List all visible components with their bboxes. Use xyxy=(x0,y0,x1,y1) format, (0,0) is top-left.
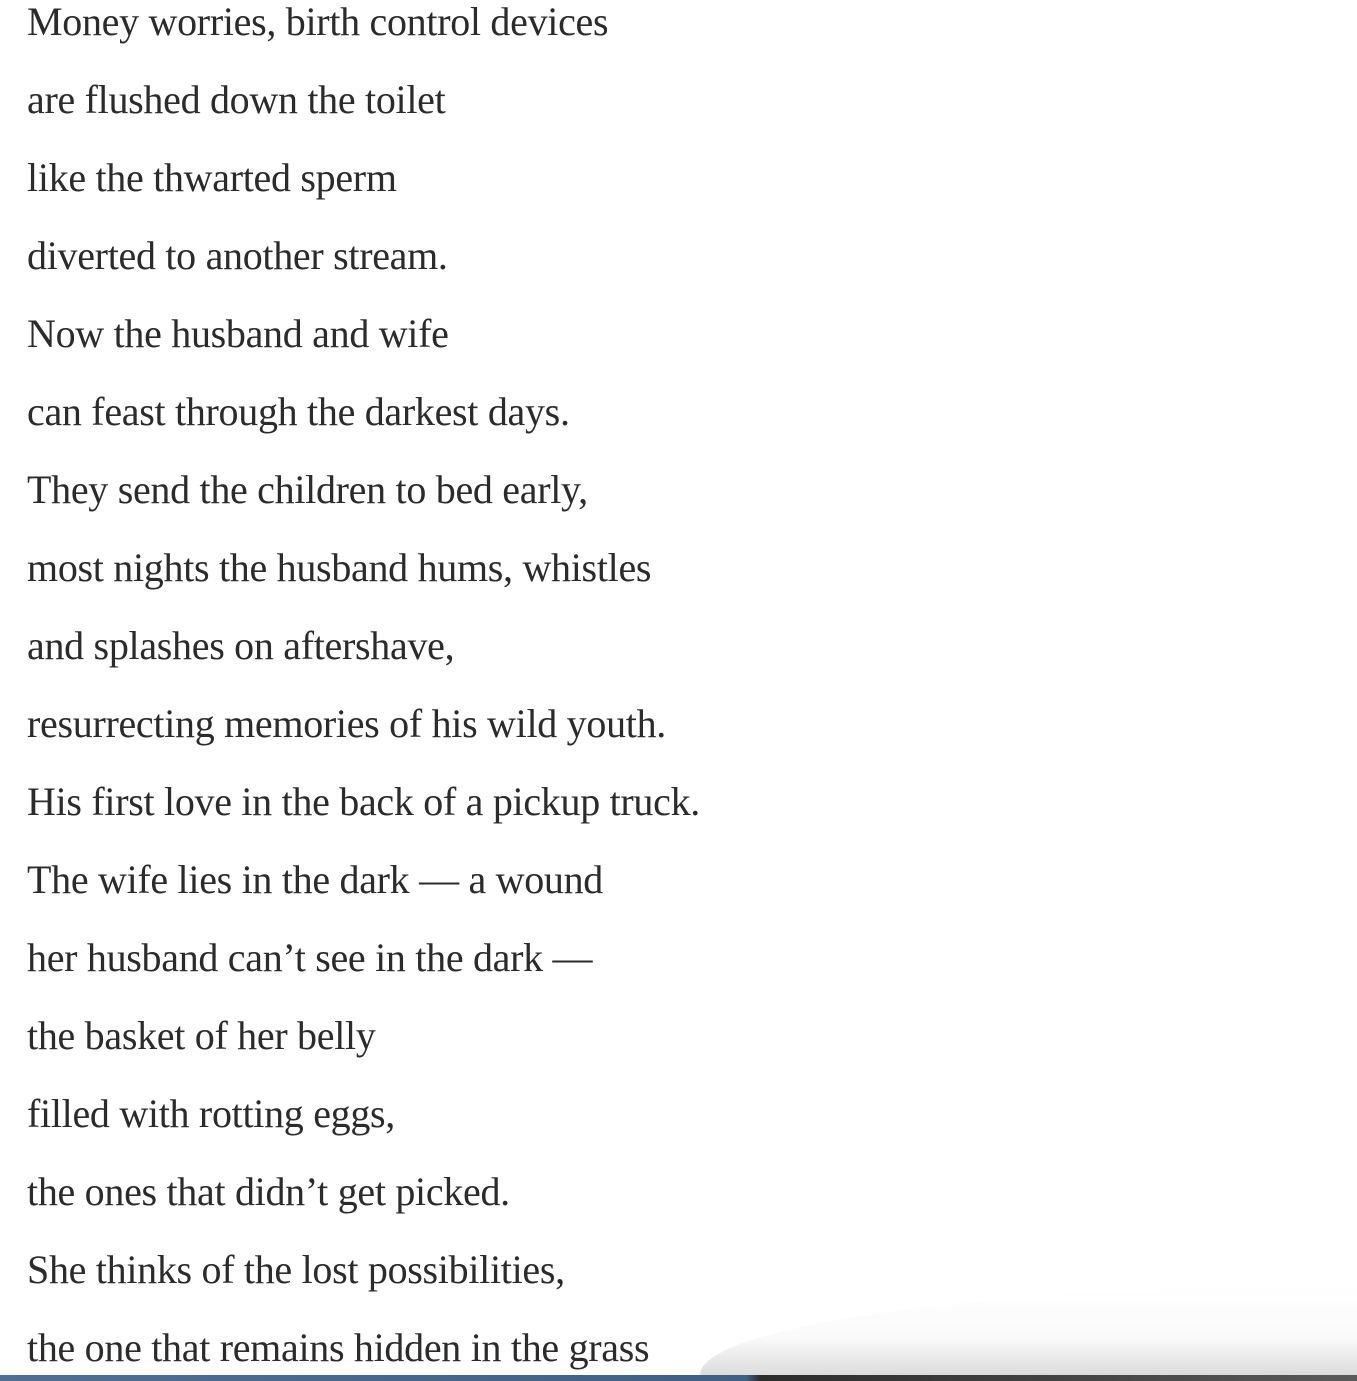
poem-line: can feast through the darkest days. xyxy=(27,389,570,434)
poem-line: They send the children to bed early, xyxy=(27,467,588,512)
poem-line: filled with rotting eggs, xyxy=(27,1091,396,1136)
poem-line: like the thwarted sperm xyxy=(27,155,397,200)
poem-line: Money worries, birth control devices xyxy=(27,0,609,44)
poem-line: diverted to another stream. xyxy=(27,233,448,278)
poem-line: and splashes on aftershave, xyxy=(27,623,455,668)
bottom-edge-bar xyxy=(0,1375,1357,1381)
poem-line: most nights the husband hums, whistles xyxy=(27,545,652,590)
poem-line: The wife lies in the dark — a wound xyxy=(27,857,604,902)
poem-line: Now the husband and wife xyxy=(27,311,449,356)
page-curl-shadow xyxy=(700,1285,1357,1375)
poem-line: His first love in the back of a pickup truck. xyxy=(27,779,700,824)
poem-line: her husband can’t see in the dark — xyxy=(27,935,593,980)
poem-text xyxy=(27,0,700,1381)
poem-line: the basket of her belly xyxy=(27,1013,376,1058)
poem-line: the one that remains hidden in the grass xyxy=(27,1325,650,1370)
poem-line: resurrecting memories of his wild youth. xyxy=(27,701,666,746)
poem-line: She thinks of the lost possibilities, xyxy=(27,1247,565,1292)
poem-line: are flushed down the toilet xyxy=(27,77,446,122)
poem-line: the ones that didn’t get picked. xyxy=(27,1169,510,1214)
